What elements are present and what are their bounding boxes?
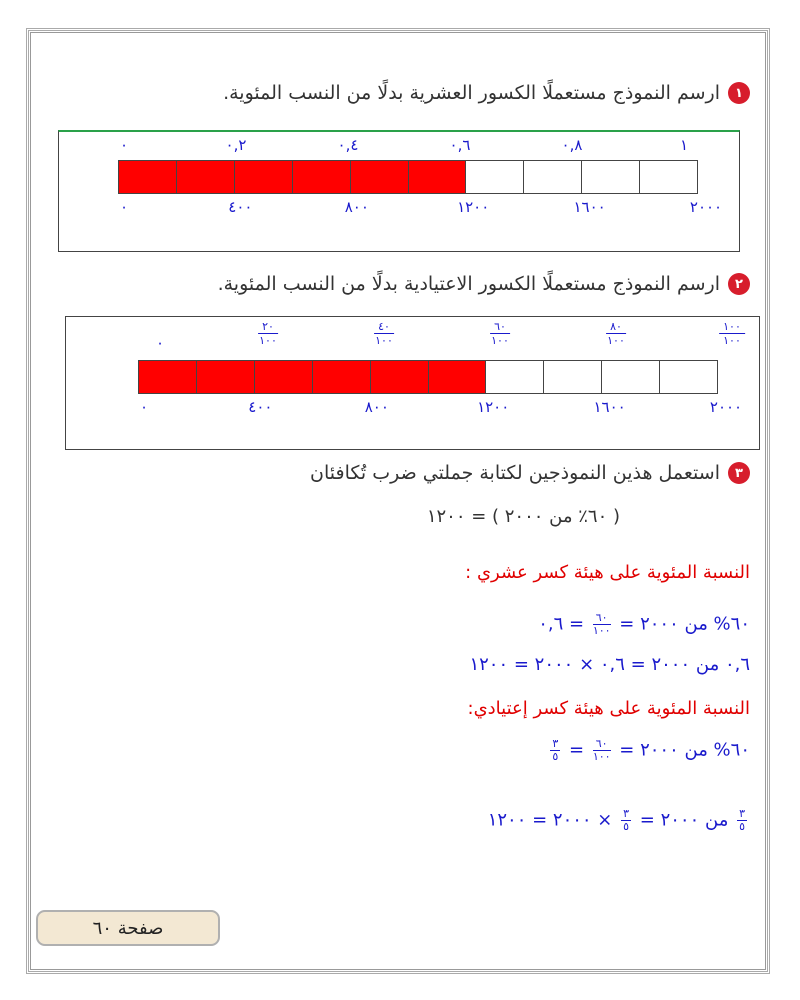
bar-cell xyxy=(235,161,293,193)
fraction-denominator: ١٠٠ xyxy=(607,334,625,347)
question-3 xyxy=(310,462,750,484)
fraction-heading: النسبة المئوية على هيئة كسر إعتيادي: xyxy=(467,698,750,719)
fraction-numerator: ٣ xyxy=(739,807,745,820)
fraction-numerator: ٦٠ xyxy=(490,320,510,334)
axis-label: ١٦٠٠ xyxy=(593,398,626,416)
fraction-label xyxy=(719,320,745,347)
fraction-denominator: ٥ xyxy=(552,750,559,763)
bar-cell xyxy=(255,361,313,393)
bar-cell xyxy=(602,361,660,393)
question-2 xyxy=(218,273,750,295)
line-text: ٦٠% من ٢٠٠٠ = xyxy=(619,613,750,635)
axis-label: ١ xyxy=(679,136,689,154)
axis-label: ٤٠٠ xyxy=(228,198,253,216)
axis-label: ١٦٠٠ xyxy=(573,198,606,216)
bar-cell xyxy=(351,161,409,193)
decimal-heading: النسبة المئوية على هيئة كسر عشري : xyxy=(465,562,750,583)
bar-cell xyxy=(197,361,255,393)
fraction xyxy=(550,738,560,763)
fraction-numerator: ٢٠ xyxy=(258,320,278,334)
fraction-denominator: ١٠٠ xyxy=(375,334,393,347)
bar-cell xyxy=(313,361,371,393)
bar-cell xyxy=(139,361,197,393)
question-number-badge: ٣ xyxy=(728,462,750,484)
axis-label: ٠,٦ xyxy=(449,136,471,154)
fraction-bar xyxy=(118,160,698,194)
line-text: من ٢٠٠٠ = xyxy=(639,809,729,831)
axis-label: ٠,٤ xyxy=(337,136,359,154)
fraction-label xyxy=(490,320,510,347)
answer-line-3 xyxy=(547,738,750,763)
fraction xyxy=(621,808,631,833)
fraction-numerator: ٦٠ xyxy=(593,612,611,625)
fraction-denominator: ١٠٠ xyxy=(491,334,509,347)
answer-line-1 xyxy=(538,612,750,637)
line-text: × ٢٠٠٠ = ١٢٠٠ xyxy=(487,809,613,831)
bar-cell xyxy=(409,161,467,193)
axis-label: ١٢٠٠ xyxy=(477,398,510,416)
bar-cell xyxy=(582,161,640,193)
answer-line-2: ٠,٦ من ٢٠٠٠ = ٠,٦ × ٢٠٠٠ = ١٢٠٠ xyxy=(469,654,750,675)
fraction-denominator: ١٠٠ xyxy=(592,750,611,763)
axis-label: ٠ xyxy=(119,136,129,154)
fraction-numerator: ٨٠ xyxy=(606,320,626,334)
fraction-numerator: ١٠٠ xyxy=(719,320,745,334)
bar-cell xyxy=(660,361,717,393)
fraction-numerator: ٤٠ xyxy=(374,320,394,334)
axis-label: ٠ xyxy=(139,398,149,416)
axis-label: ٠,٨ xyxy=(561,136,583,154)
axis-label: ٨٠٠ xyxy=(344,198,369,216)
fraction xyxy=(593,612,611,637)
answer-line-4 xyxy=(488,808,750,833)
bar-cell xyxy=(177,161,235,193)
bar-cell xyxy=(371,361,429,393)
question-text: استعمل هذين النموذجين لكتابة جملتي ضرب تُكافئان xyxy=(310,462,720,484)
fraction-label xyxy=(258,320,278,347)
fraction-denominator: ١٠٠ xyxy=(259,334,277,347)
question-text: ارسم النموذج مستعملًا الكسور الاعتيادية بدلًا من النسب المئوية. xyxy=(217,273,720,295)
bar-cell xyxy=(429,361,487,393)
question-subtext: ( ٦٠٪ من ٢٠٠٠ ) = ١٢٠٠ xyxy=(426,506,620,527)
question-text: ارسم النموذج مستعملًا الكسور العشرية بدلًا من النسب المئوية. xyxy=(223,82,720,104)
bar-cell xyxy=(524,161,582,193)
fraction-denominator: ١٠٠ xyxy=(723,334,741,347)
line-text: ٦٠% من ٢٠٠٠ = xyxy=(619,739,750,761)
axis-label: ٠,٢ xyxy=(225,136,247,154)
bar-cell xyxy=(119,161,177,193)
fraction-denominator: ٥ xyxy=(623,820,630,833)
bar-cell xyxy=(486,361,544,393)
line-text: = ٠,٦ xyxy=(538,613,585,635)
question-1 xyxy=(223,82,750,104)
fraction xyxy=(737,808,747,833)
fraction-label xyxy=(606,320,626,347)
axis-label: ٠ xyxy=(155,334,165,352)
fraction xyxy=(593,738,611,763)
bar-cell xyxy=(544,361,602,393)
line-text: = xyxy=(568,739,585,761)
bar-cell xyxy=(293,161,351,193)
axis-label: ١٢٠٠ xyxy=(457,198,490,216)
fraction-denominator: ١٠٠ xyxy=(592,624,611,637)
bar-cell xyxy=(466,161,524,193)
fraction-numerator: ٦٠ xyxy=(593,738,611,751)
fraction-label xyxy=(374,320,394,347)
axis-label: ٢٠٠٠ xyxy=(709,398,743,416)
fraction-denominator: ٥ xyxy=(739,820,745,833)
fraction-numerator: ٣ xyxy=(623,807,630,820)
fraction-bar xyxy=(138,360,718,394)
axis-label: ٠ xyxy=(119,198,129,216)
question-number-badge: ١ xyxy=(728,82,750,104)
fraction-numerator: ٣ xyxy=(552,737,559,750)
bar-cell xyxy=(640,161,697,193)
axis-label: ٢٠٠٠ xyxy=(689,198,723,216)
axis-label: ٨٠٠ xyxy=(364,398,389,416)
axis-label: ٤٠٠ xyxy=(248,398,273,416)
page-number-tag: صفحة ٦٠ xyxy=(36,910,220,946)
question-number-badge: ٢ xyxy=(728,273,750,295)
